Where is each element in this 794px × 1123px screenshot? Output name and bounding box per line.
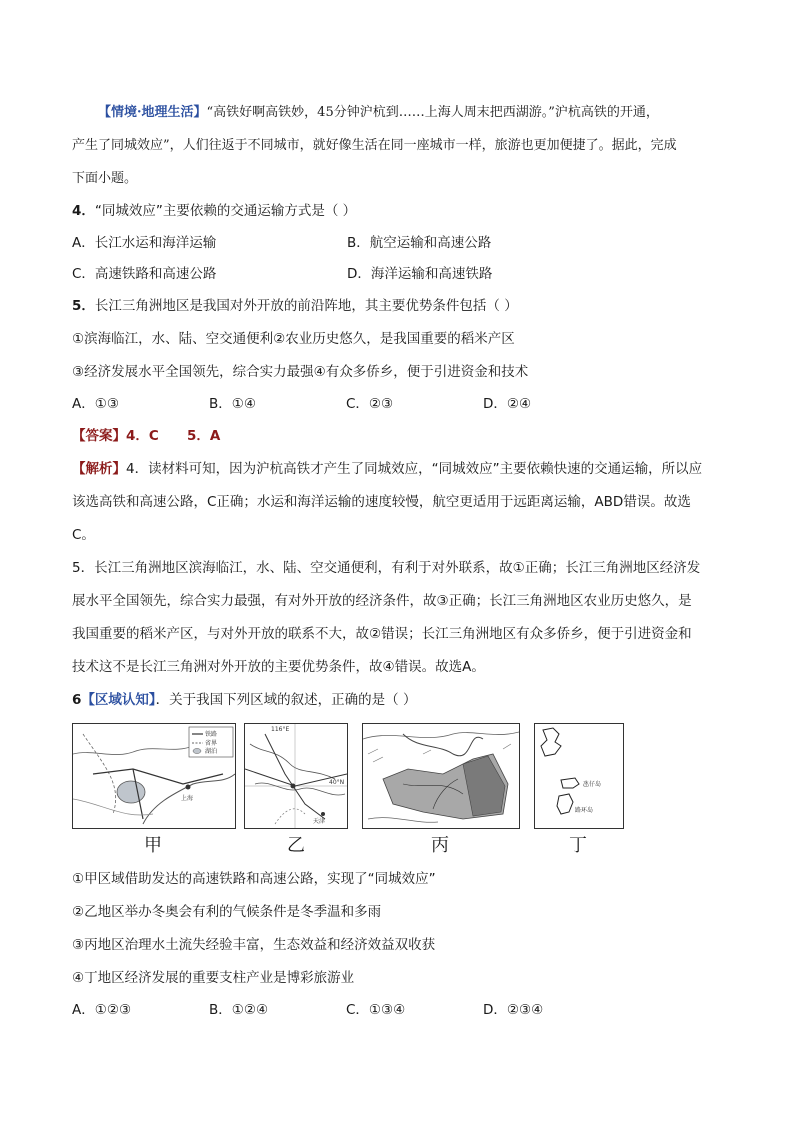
context-text-3: 下面小题。 — [72, 171, 138, 186]
jia-legend-border: 省界 — [205, 740, 218, 747]
q5-option-a[interactable]: A．①③ — [72, 396, 119, 412]
yi-longitude-label: 116°E — [271, 726, 290, 733]
analysis-q5-line-4: 技术这不是长江三角洲对外开放的主要优势条件，故④错误。故选A。 — [72, 659, 485, 675]
document-page — [72, 96, 722, 1026]
jia-legend-railway: 铁路 — [205, 731, 218, 738]
answer-label: 【答案】 — [72, 428, 126, 444]
answer-text: 4．C 5．A — [126, 428, 221, 444]
jia-city-label: 上海 — [181, 795, 194, 802]
q6-tag: 【区域认知】 — [81, 692, 156, 708]
map-label-bing: 丙 — [431, 835, 449, 856]
answer-line — [72, 420, 722, 453]
q5-option-d[interactable]: D．②④ — [483, 396, 532, 412]
analysis-q5-line-3: 我国重要的稻米产区，与对外开放的联系不大，故②错误；长江三角洲地区有众多侨乡，便于引进资金和 — [72, 626, 692, 642]
context-paragraph — [72, 96, 722, 195]
context-tag: 【情境·地理生活】 — [98, 105, 207, 120]
q4-option-c[interactable]: C．高速铁路和高速公路 — [72, 266, 217, 282]
ding-island-taipa: 氹仔岛 — [583, 781, 602, 788]
yi-city-label: 天津 — [313, 818, 326, 825]
map-label-jia: 甲 — [144, 835, 162, 856]
q6-statement-3: ③丙地区治理水土流失经验丰富，生态效益和经济效益双收获 — [72, 937, 436, 953]
q6-statement-2: ②乙地区举办冬奥会有利的气候条件是冬季温和多雨 — [72, 904, 382, 920]
question-4 — [72, 195, 722, 290]
map-bing — [362, 723, 520, 829]
q5-option-b[interactable]: B．①④ — [209, 396, 256, 412]
q6-option-c[interactable]: C．①③④ — [346, 1002, 406, 1018]
q6-statement-1: ①甲区域借助发达的高速铁路和高速公路，实现了“同城效应” — [72, 871, 436, 887]
q4-option-b[interactable]: B．航空运输和高速公路 — [347, 235, 492, 251]
q5-statement-2: ③经济发展水平全国领先，综合实力最强④有众多侨乡，便于引进资金和技术 — [72, 364, 529, 380]
jia-legend-lake: 湖泊 — [205, 748, 218, 755]
map-label-yi: 乙 — [287, 835, 305, 856]
q5-stem: 长江三角洲地区是我国对外开放的前沿阵地，其主要优势条件包括（ ） — [94, 298, 518, 314]
analysis-q4-line-3: C。 — [72, 527, 95, 543]
q5-number: 5． — [72, 298, 95, 314]
context-text-2: 产生了同城效应”，人们往返于不同城市，就好像生活在同一座城市一样，旅游也更加便捷了。据此，完成 — [72, 138, 677, 153]
question-6 — [72, 684, 722, 1026]
analysis-q4-line-2: 该选高铁和高速公路，C正确；水运和海洋运输的速度较慢，航空更适用于远距离运输，ABD错误。故选 — [72, 494, 691, 510]
q4-option-d[interactable]: D．海洋运输和高速铁路 — [347, 266, 493, 282]
q4-options-row2 — [72, 259, 722, 290]
context-text-1: “高铁好啊高铁妙，45分钟沪杭到……上海人周末把西湖游。”沪杭高铁的开通， — [206, 105, 659, 120]
analysis-label: 【解析】 — [72, 461, 126, 477]
q6-option-b[interactable]: B．①②④ — [209, 1002, 269, 1018]
q6-statement-4: ④丁地区经济发展的重要支柱产业是博彩旅游业 — [72, 970, 355, 986]
q6-options — [72, 995, 722, 1026]
q6-option-d[interactable]: D．②③④ — [483, 1002, 544, 1018]
yi-latitude-label: 40°N — [329, 779, 345, 786]
q6-stem: ．关于我国下列区域的叙述，正确的是（ ） — [155, 692, 417, 708]
maps-row — [72, 723, 722, 863]
q4-number: 4． — [72, 203, 95, 219]
analysis-block — [72, 453, 722, 684]
q6-number: 6 — [72, 692, 82, 708]
map-ding — [534, 723, 624, 829]
q4-option-a[interactable]: A．长江水运和海洋运输 — [72, 235, 217, 251]
q5-options — [72, 389, 722, 420]
map-label-ding: 丁 — [569, 835, 587, 856]
q5-statement-1: ①滨海临江，水、陆、空交通便利②农业历史悠久，是我国重要的稻米产区 — [72, 331, 515, 347]
map-jia — [72, 723, 236, 829]
q5-option-c[interactable]: C．②③ — [346, 396, 394, 412]
analysis-q5-line-2: 展水平全国领先，综合实力最强，有对外开放的经济条件，故③正确；长江三角洲地区农业历史悠久，是 — [72, 593, 692, 609]
question-5 — [72, 290, 722, 420]
q4-stem: “同城效应”主要依赖的交通运输方式是（ ） — [94, 203, 357, 219]
analysis-q4-line-1: 4．读材料可知，因为沪杭高铁才产生了同城效应，“同城效应”主要依赖快速的交通运输，所以应 — [126, 461, 703, 477]
q6-option-a[interactable]: A．①②③ — [72, 1002, 132, 1018]
q4-options-row1 — [72, 228, 722, 259]
ding-island-coloane: 路环岛 — [575, 807, 594, 814]
map-yi — [244, 723, 348, 829]
analysis-q5-line-1: 5．长江三角洲地区滨海临江，水、陆、空交通便利，有利于对外联系，故①正确；长江三角洲地区经济发 — [72, 560, 701, 576]
